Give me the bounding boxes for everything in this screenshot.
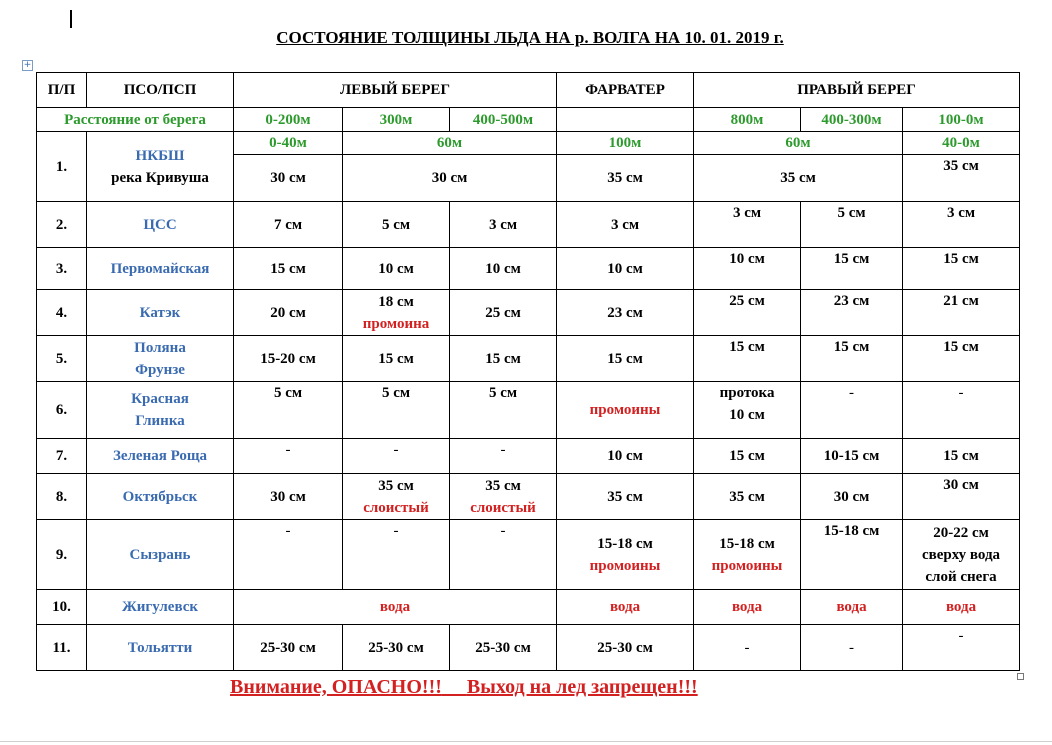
page-title: СОСТОЯНИЕ ТОЛЩИНЫ ЛЬДА НА р. ВОЛГА НА 10. 01. 2019 г. [276,28,784,47]
station-name: Зеленая Роща [87,439,234,474]
distance-row [37,108,1020,132]
cell-right-2: вода [801,590,903,625]
cell-value: 10 см [729,407,765,423]
table-row [37,132,1020,155]
cell-fairway: 25-30 см [557,625,694,671]
station-name [87,132,234,202]
cell-right-1: 15 см [694,439,801,474]
cell-right-1 [694,382,801,439]
cell-right-2: 5 см [801,202,903,248]
cell-right-2: 15 см [801,336,903,382]
station-name-line1: НКБШ [135,147,185,164]
cell-right-2: 30 см [801,474,903,520]
table-row [37,474,1020,520]
table-row [37,520,1020,590]
row-num: 6. [37,382,87,439]
ice-thickness-table [36,72,1020,671]
row-num: 4. [37,290,87,336]
cell-left-3: 10 см [450,248,557,290]
cell-left-2: 25-30 см [343,625,450,671]
cell-left-1: 20 см [234,290,343,336]
cell-note: протока [719,385,775,401]
table-row [37,625,1020,671]
table-row [37,590,1020,625]
cell-left-2: 5 см [343,382,450,439]
cell-left-2: 15 см [343,336,450,382]
station-name: Жигулевск [87,590,234,625]
cell-note: слоистый [363,499,429,516]
header-num: П/П [37,73,87,108]
cell-value: 15-18 см [719,535,775,552]
cell-value: 15-18 см [597,535,653,552]
cell-right-2: 15-18 см [801,520,903,590]
header-fairway: ФАРВАТЕР [557,73,694,108]
cell-left-3: 25-30 см [450,625,557,671]
cell-fairway: 10 см [557,248,694,290]
cell-left-1: - [234,520,343,590]
cell-fairway: 3 см [557,202,694,248]
cell-right-1: 3 см [694,202,801,248]
cell-fairway: 23 см [557,290,694,336]
distance-left-3: 400-500м [450,108,557,132]
cell-right-1 [694,520,801,590]
cell-right-1: 15 см [694,336,801,382]
table-row [37,202,1020,248]
warning-text [230,676,698,699]
cell-left-3: 25 см [450,290,557,336]
sub-distance-left-23: 60м [343,132,557,155]
cell-left-2: 5 см [343,202,450,248]
cell-right-3: 15 см [903,336,1020,382]
cell-note: слоистый [470,499,536,516]
distance-left-1: 0-200м [234,108,343,132]
station-name [87,382,234,439]
cell-right-2: 23 см [801,290,903,336]
cell-right-2: 10-15 см [801,439,903,474]
cell-left-3 [450,474,557,520]
cell-right-3: вода [903,590,1020,625]
cell-fairway: вода [557,590,694,625]
cell-left-2: 10 см [343,248,450,290]
cell-right-3: 3 см [903,202,1020,248]
cell-left-2: - [343,439,450,474]
distance-fairway [557,108,694,132]
row-num: 3. [37,248,87,290]
cell-left-3: 5 см [450,382,557,439]
cell-right-3: - [903,625,1020,671]
warning-no-entry: Выход на лед запрещен!!! [466,676,698,698]
cell-note: промоины [589,557,661,574]
cell-value: 35 см [378,477,414,494]
table-row [37,439,1020,474]
sub-distance-right-3: 40-0м [903,132,1020,155]
cell-left-3: - [450,520,557,590]
cell-left-1: 5 см [234,382,343,439]
table-row [37,382,1020,439]
cell-left-2 [343,290,450,336]
row-num: 9. [37,520,87,590]
station-name: Тольятти [87,625,234,671]
sub-distance-right-12: 60м [694,132,903,155]
header-left-bank: ЛЕВЫЙ БЕРЕГ [234,73,557,108]
cell-left-3: 15 см [450,336,557,382]
station-name: ЦСС [87,202,234,248]
sub-distance-left-1: 0-40м [234,132,343,155]
cell-right-1: вода [694,590,801,625]
table-row [37,248,1020,290]
distance-left-2: 300м [343,108,450,132]
distance-right-1: 800м [694,108,801,132]
cell-right-12: 35 см [694,155,903,202]
cell-left-1: 7 см [234,202,343,248]
cell-right-3: 15 см [903,248,1020,290]
header-pso: ПСО/ПСП [87,73,234,108]
cell-note: промоина [362,315,430,332]
cell-right-2: - [801,382,903,439]
header-right-bank: ПРАВЫЙ БЕРЕГ [694,73,1020,108]
cell-right-1: 25 см [694,290,801,336]
cell-left-1: - [234,439,343,474]
station-name: Октябрьск [87,474,234,520]
distance-right-2: 400-300м [801,108,903,132]
station-name-line2: Глинка [135,413,185,429]
distance-label: Расстояние от берега [37,108,234,132]
cell-left-3: - [450,439,557,474]
cell-right-3: 15 см [903,439,1020,474]
station-name [87,336,234,382]
cell-right-2: 15 см [801,248,903,290]
cell-left-23: 30 см [343,155,557,202]
cell-fairway: 35 см [557,474,694,520]
sub-distance-fairway: 100м [557,132,694,155]
warning-danger: Внимание, ОПАСНО!!! [230,676,442,698]
table-resize-handle[interactable] [1017,673,1024,680]
row-num: 5. [37,336,87,382]
cell-fairway: 10 см [557,439,694,474]
station-name: Сызрань [87,520,234,590]
cell-right-3: - [903,382,1020,439]
cell-note: промоины [711,557,783,574]
page-divider [0,741,1052,742]
cell-left-1: 15-20 см [234,336,343,382]
cell-fairway: 35 см [557,155,694,202]
cell-left-3: 3 см [450,202,557,248]
table-row [37,336,1020,382]
cell-right-3: 35 см [903,155,1020,202]
cell-right-2: - [801,625,903,671]
row-num: 10. [37,590,87,625]
station-name: Первомайская [87,248,234,290]
row-num: 11. [37,625,87,671]
cell-note: слой снега [925,568,997,585]
cell-right-3: 30 см [903,474,1020,520]
station-name-line1: Красная [131,391,189,407]
cell-left-2 [343,474,450,520]
header-row [37,73,1020,108]
distance-right-3: 100-0м [903,108,1020,132]
cell-left-all: вода [234,590,557,625]
row-num: 8. [37,474,87,520]
cell-value: 20-22 см [933,524,989,541]
station-name-line2: Фрунзе [135,361,185,378]
cell-fairway [557,520,694,590]
table-row [37,290,1020,336]
cell-note: сверху вода [921,546,1001,563]
cell-left-1: 25-30 см [234,625,343,671]
station-name-line2: река Кривуша [111,169,209,186]
cell-left-1: 15 см [234,248,343,290]
cell-value: 18 см [378,293,414,310]
table-move-handle-icon[interactable]: + [23,60,32,70]
cell-value: 35 см [485,477,521,494]
row-num: 1. [37,132,87,202]
cell-left-2: - [343,520,450,590]
cell-right-3: 21 см [903,290,1020,336]
station-name-line1: Поляна [134,339,186,356]
cell-right-1: - [694,625,801,671]
text-cursor [70,10,72,28]
station-name: Катэк [87,290,234,336]
cell-left-1: 30 см [234,474,343,520]
cell-right-3 [903,520,1020,590]
cell-left-1: 30 см [234,155,343,202]
cell-fairway: промоины [557,382,694,439]
cell-right-1: 35 см [694,474,801,520]
cell-fairway: 15 см [557,336,694,382]
cell-right-1: 10 см [694,248,801,290]
row-num: 7. [37,439,87,474]
row-num: 2. [37,202,87,248]
